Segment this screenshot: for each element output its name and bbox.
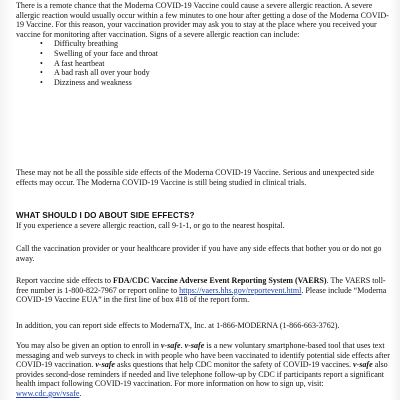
paragraph-text xyxy=(16,276,390,305)
allergic-reaction-section xyxy=(16,1,390,87)
paragraph-text: In addition, you can report side effects to ModernaTX, Inc. at 1-866-MODERNA (1-866-663-3762). xyxy=(16,321,340,330)
paragraph-text: Call the vaccination provider or your healthcare provider if you have any side effects that bother you or do not go away. xyxy=(16,244,382,263)
allergic-intro-paragraph: There is a remote chance that the Moderna COVID-19 Vaccine could cause a severe allergic reaction. A severe allergic reaction would usually occur within a few minutes to one hour after getting a dose of the Moderna COVID-19 Vaccine. For this reason, your vaccination provider may ask you to stay at the place where you received your vaccine for monitoring after vaccination. Signs of a severe allergic reaction can include: xyxy=(16,1,389,39)
vaers-link[interactable]: https://vaers.hhs.gov/reportevent.html xyxy=(179,285,302,295)
list-item: • A fast heartbeat xyxy=(16,59,390,69)
report-paragraph xyxy=(16,276,390,305)
text-run: also provides second-dose reminders if needed and live telephone follow-up by CDC if participants report a significant health impact following COVID-19 vaccination. For more information on how to sign up, visit: xyxy=(16,360,388,389)
text-run: . The VAERS toll-free number is 1-800-822-7967 or report online to xyxy=(16,276,386,295)
list-item: • Dizziness and weakness xyxy=(16,78,390,88)
paragraph-text xyxy=(16,341,390,399)
text-run: is a new voluntary smartphone-based tool that uses text messaging and web surveys to check in with people who have been vaccinated to identify potential side effects after COVID-19 vaccination. xyxy=(16,341,390,370)
section-heading: WHAT SHOULD I DO ABOUT SIDE EFFECTS? xyxy=(16,211,195,220)
text-run: asks questions that help CDC monitor the safety of COVID-19 vaccines. xyxy=(115,360,354,370)
vsafe-link[interactable]: www.cdc.gov/vsafe xyxy=(16,388,80,398)
vsafe-name: v-safe xyxy=(95,360,116,370)
vaers-name: FDA/CDC Vaccine Adverse Event Reporting System (VAERS) xyxy=(113,276,327,285)
severe-call-paragraph xyxy=(16,221,390,231)
vsafe-name: v-safe xyxy=(353,360,373,370)
text-run: . Please include “Moderna COVID-19 Vaccine EUA” in the first line of box #18 of the report form. xyxy=(16,285,387,305)
list-item: • A bad rash all over your body xyxy=(16,68,390,78)
not-all-effects-paragraph xyxy=(16,168,390,187)
paragraph-text: If you experience a severe allergic reaction, call 9-1-1, or go to the nearest hospital. xyxy=(16,221,285,230)
text-run: . xyxy=(180,341,185,350)
list-item: • Swelling of your face and throat xyxy=(16,49,390,59)
paragraph-text: These may not be all the possible side effects of the Moderna COVID-19 Vaccine. Serious and unexpected side effects may occur. The Moderna COVID-19 Vaccine is still being studied in clinical trials. xyxy=(16,168,375,187)
vsafe-paragraph xyxy=(16,341,390,399)
vsafe-name: v-safe xyxy=(184,341,205,350)
text-run: You may also be given an option to enroll in xyxy=(16,341,161,350)
text-run: Report vaccine side effects to xyxy=(16,276,114,285)
text-run: . xyxy=(79,388,82,398)
allergic-signs-list xyxy=(16,39,390,87)
vsafe-name: v-safe xyxy=(160,341,181,350)
call-provider-paragraph xyxy=(16,244,390,263)
list-item: • Difficulty breathing xyxy=(16,39,390,49)
modernatx-paragraph xyxy=(16,321,390,331)
